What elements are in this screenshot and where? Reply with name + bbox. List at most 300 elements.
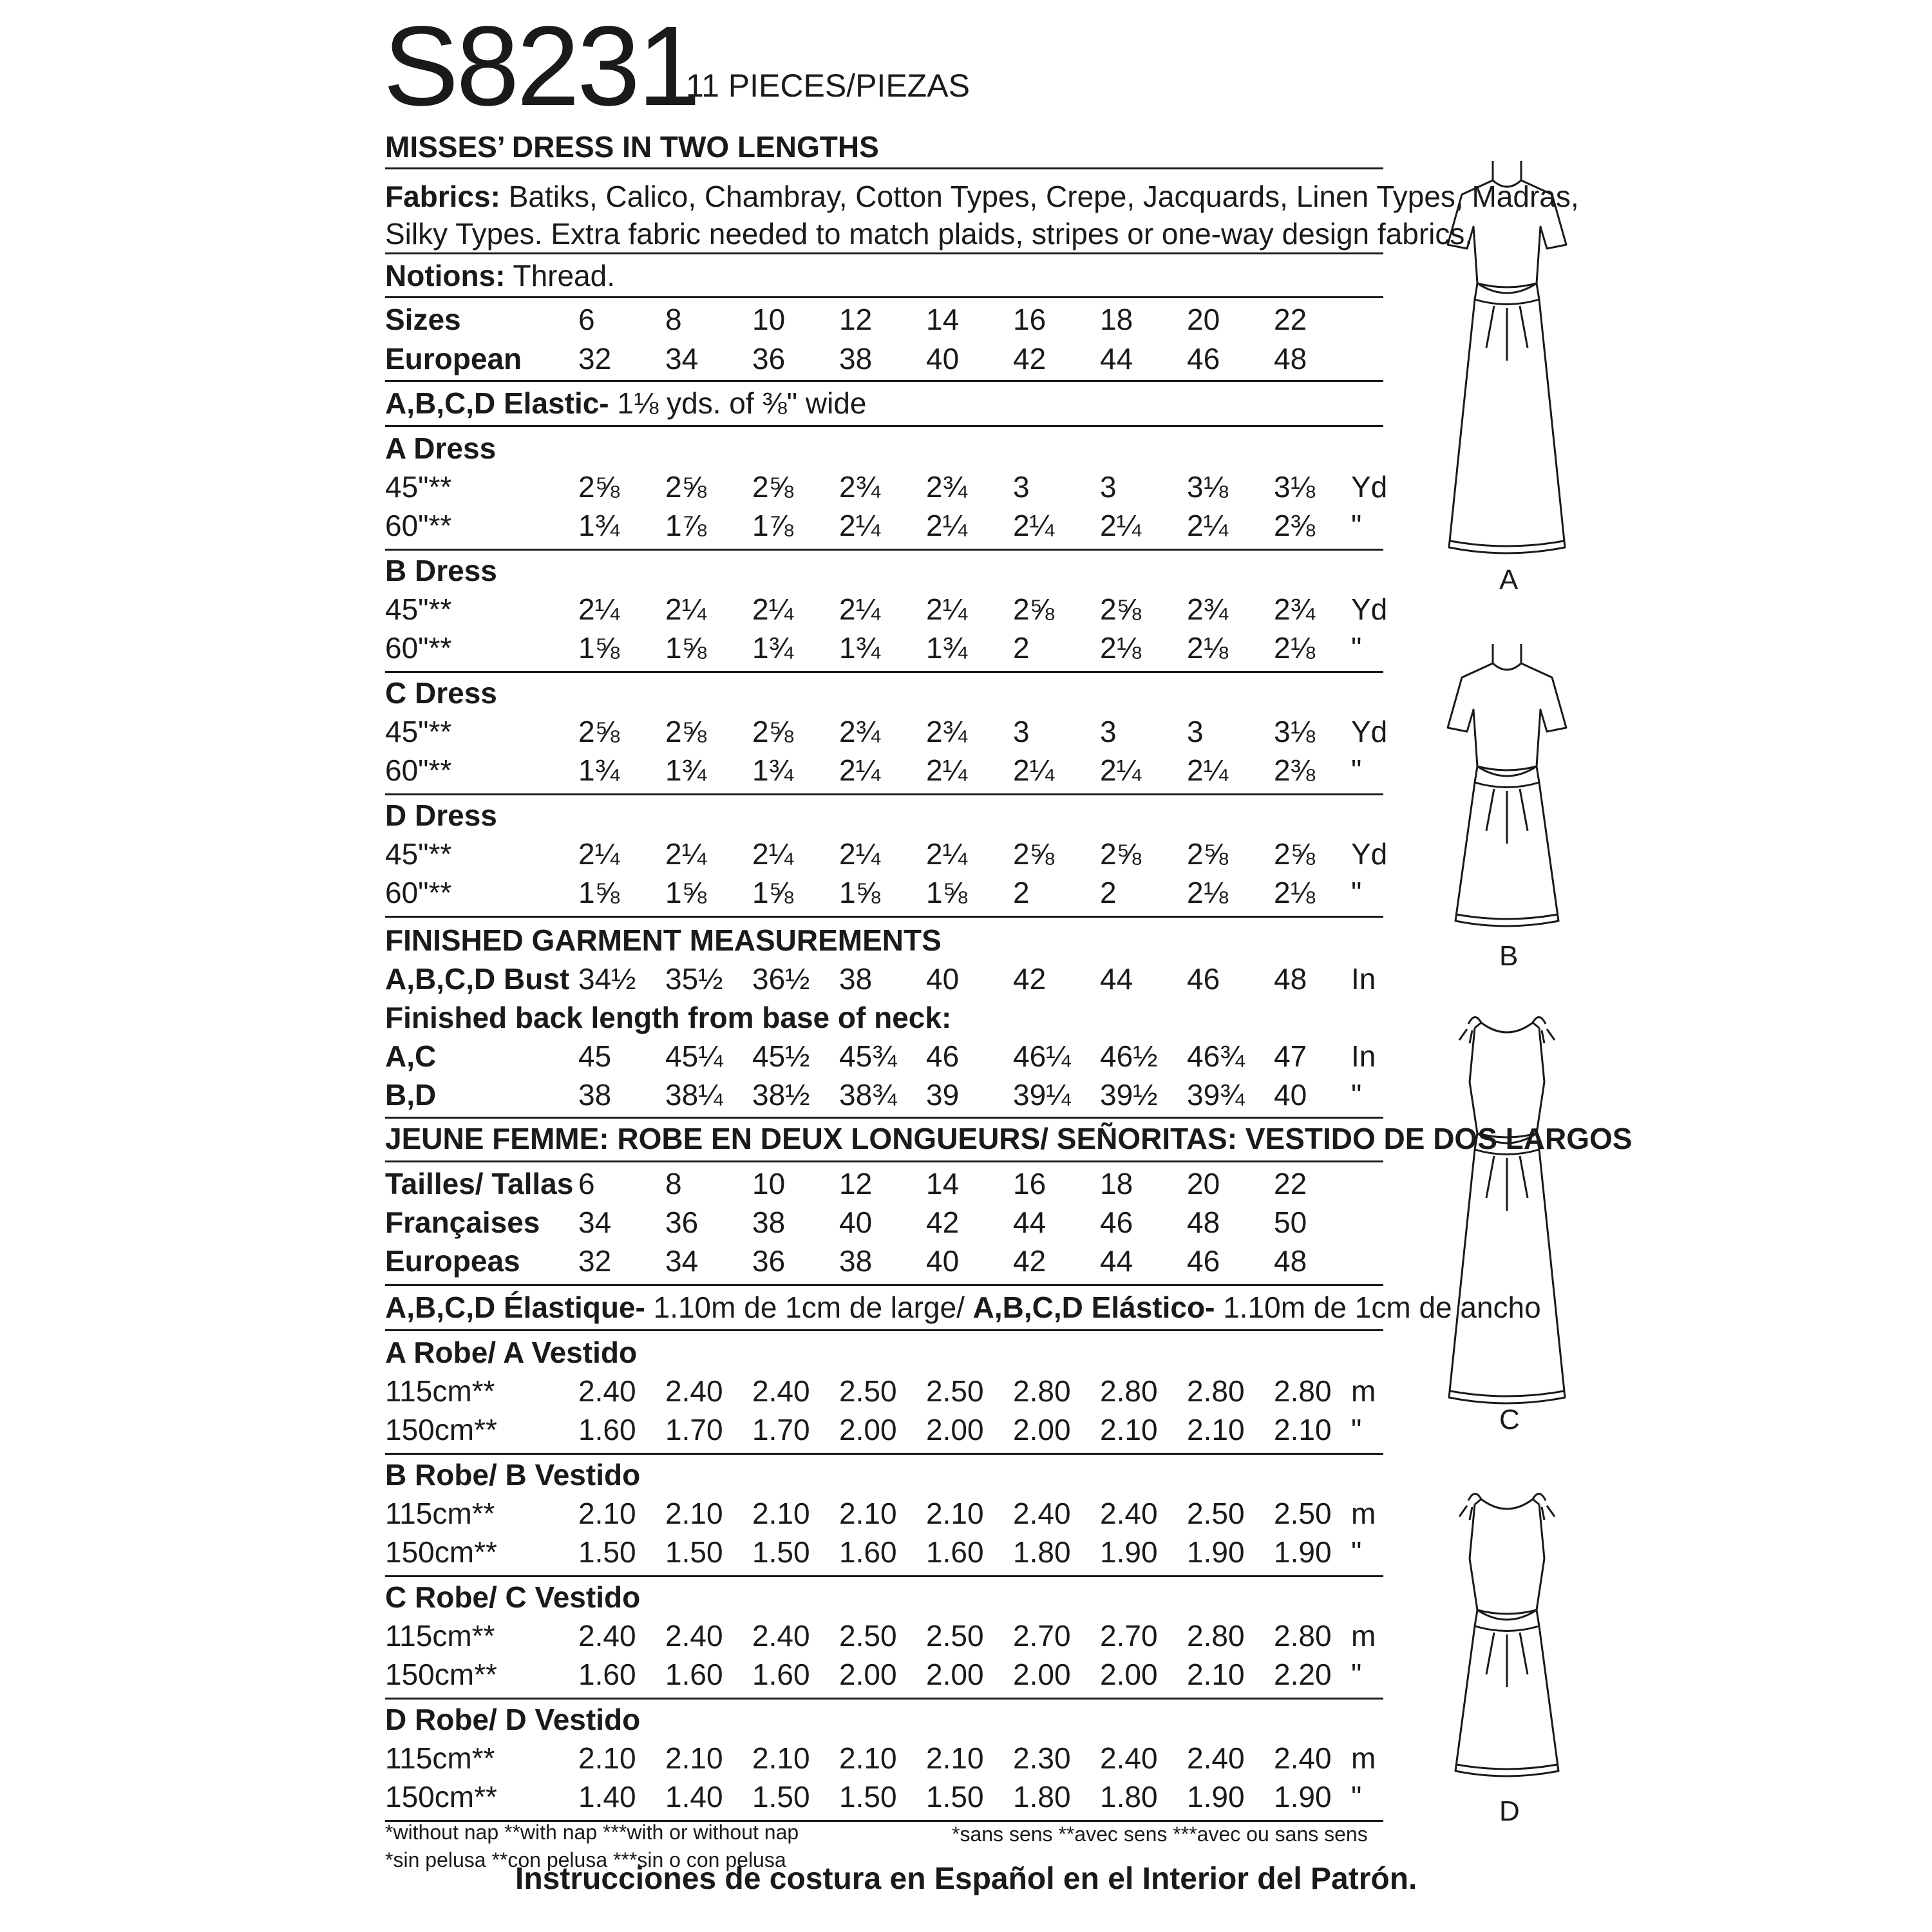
unit-label: " — [1351, 1413, 1362, 1446]
finished-title: FINISHED GARMENT MEASUREMENTS — [385, 923, 942, 957]
cell-size-4: 2¼ — [926, 837, 967, 871]
cell-size-0: 1⅝ — [578, 876, 620, 909]
cell-size-2: 1⅞ — [752, 509, 793, 542]
cell-size-7: 48 — [1187, 1206, 1220, 1239]
row-label: 45"** — [385, 592, 452, 626]
cell-size-0: 1⅝ — [578, 631, 620, 665]
unit-label: In — [1351, 1039, 1376, 1073]
cell-size-3: 1.60 — [839, 1535, 897, 1569]
row-label: 45"** — [385, 715, 452, 748]
cell-size-6: 2¼ — [1100, 753, 1141, 787]
cell-size-8: 2⅛ — [1274, 876, 1315, 909]
cell-size-0: 2⅝ — [578, 470, 620, 504]
cell-size-8: 48 — [1274, 1244, 1307, 1278]
cell-size-4: 2.50 — [926, 1619, 984, 1653]
cell-size-5: 2.70 — [1013, 1619, 1071, 1653]
rule-line — [385, 1117, 1383, 1119]
cell-size-3: 38 — [839, 1244, 873, 1278]
cell-size-5: 2¼ — [1013, 753, 1054, 787]
cell-size-4: 39 — [926, 1078, 960, 1112]
cell-size-2: 36 — [752, 1244, 786, 1278]
row-label: B,D — [385, 1078, 437, 1112]
cell-size-1: 1⅝ — [665, 876, 706, 909]
cell-size-6: 2.70 — [1100, 1619, 1158, 1653]
cell-size-2: 1.50 — [752, 1780, 810, 1814]
row-label: 115cm** — [385, 1497, 495, 1530]
view-a-dress-illustration — [1410, 155, 1604, 560]
cell-size-2: 2¼ — [752, 592, 793, 626]
elastique-line — [385, 1288, 1541, 1327]
cell-size-4: 40 — [926, 342, 960, 375]
cell-size-1: 2¼ — [665, 592, 706, 626]
back-length-bd-row — [385, 1075, 1383, 1114]
cell-size-2: 1⅝ — [752, 876, 793, 909]
cell-size-0: 2¼ — [578, 592, 620, 626]
yardage-row-115 — [385, 1616, 1383, 1655]
cell-size-1: 1¾ — [665, 753, 706, 787]
cell-size-5: 42 — [1013, 962, 1046, 996]
cell-size-8: 50 — [1274, 1206, 1307, 1239]
cell-size-1: 34 — [665, 342, 699, 375]
cell-size-1: 1.50 — [665, 1535, 723, 1569]
cell-size-6: 2.40 — [1100, 1497, 1158, 1530]
row-label: 60"** — [385, 631, 452, 665]
row-label: 60"** — [385, 753, 452, 787]
cell-size-5: 2⅝ — [1013, 592, 1054, 626]
cell-size-4: 1⅝ — [926, 876, 967, 909]
cell-size-2: 2⅝ — [752, 715, 793, 748]
cell-size-8: 48 — [1274, 962, 1307, 996]
cell-size-4: 2¾ — [926, 715, 967, 748]
rule-line — [385, 167, 1383, 169]
rule-line — [385, 916, 1383, 918]
row-label: 115cm** — [385, 1619, 495, 1653]
cell-size-0: 2⅝ — [578, 715, 620, 748]
cell-size-1: 1.60 — [665, 1658, 723, 1691]
view-title-fr: A Robe/ A Vestido — [385, 1336, 638, 1369]
row-label: 150cm** — [385, 1658, 497, 1691]
cell-size-3: 2.00 — [839, 1658, 897, 1691]
cell-size-6: 3 — [1100, 715, 1117, 748]
cell-size-6: 1.80 — [1100, 1780, 1158, 1814]
notions-line — [385, 256, 615, 295]
cell-size-7: 1.90 — [1187, 1780, 1245, 1814]
cell-size-6: 2¼ — [1100, 509, 1141, 542]
cell-size-7: 2⅛ — [1187, 876, 1228, 909]
cell-size-6: 46 — [1100, 1206, 1133, 1239]
cell-size-0: 1.60 — [578, 1658, 636, 1691]
view-title: B Dress — [385, 554, 497, 587]
cell-size-4: 1¾ — [926, 631, 967, 665]
cell-size-0: 6 — [578, 1167, 595, 1200]
cell-size-1: 1.40 — [665, 1780, 723, 1814]
cell-size-1: 45¼ — [665, 1039, 723, 1073]
cell-size-6: 1.90 — [1100, 1535, 1158, 1569]
cell-size-3: 45¾ — [839, 1039, 897, 1073]
view-a-label: A — [1499, 564, 1519, 596]
cell-size-5: 16 — [1013, 303, 1046, 336]
tailles-row — [385, 1164, 1383, 1203]
yardage-row-115 — [385, 1739, 1383, 1777]
elastico-label: A,B,C,D Elástico- — [972, 1291, 1215, 1324]
cell-size-2: 38 — [752, 1206, 786, 1239]
yardage-row-45 — [385, 468, 1388, 506]
spanish-instructions-note: Instrucciones de costura en Español en el Interior del Patrón. — [515, 1862, 1417, 1896]
rule-line — [385, 1329, 1383, 1331]
cell-size-1: 38¼ — [665, 1078, 723, 1112]
cell-size-4: 2¼ — [926, 753, 967, 787]
cell-size-3: 12 — [839, 1167, 873, 1200]
cell-size-6: 2.10 — [1100, 1413, 1158, 1446]
cell-size-5: 2 — [1013, 876, 1030, 909]
view-d-label: D — [1499, 1795, 1520, 1827]
row-label: Sizes — [385, 303, 461, 336]
cell-size-8: 3⅛ — [1274, 470, 1315, 504]
unit-label: " — [1351, 509, 1362, 542]
europeas-row — [385, 1242, 1383, 1280]
cell-size-8: 1.90 — [1274, 1535, 1332, 1569]
footnote-english: *without nap **with nap ***with or without nap — [385, 1821, 799, 1844]
rule-line — [385, 425, 1383, 427]
cell-size-4: 2¾ — [926, 470, 967, 504]
cell-size-6: 2.40 — [1100, 1741, 1158, 1775]
cell-size-3: 2¼ — [839, 753, 880, 787]
cell-size-0: 34½ — [578, 962, 636, 996]
cell-size-8: 1.90 — [1274, 1780, 1332, 1814]
cell-size-1: 35½ — [665, 962, 723, 996]
rule-line — [385, 549, 1383, 551]
back-length-title: Finished back length from base of neck: — [385, 1001, 952, 1034]
yardage-row-60 — [385, 873, 1383, 912]
unit-label: " — [1351, 876, 1362, 909]
cell-size-6: 2⅛ — [1100, 631, 1141, 665]
cell-size-8: 2.80 — [1274, 1374, 1332, 1408]
view-b-dress-illustration — [1410, 638, 1604, 934]
cell-size-1: 1.70 — [665, 1413, 723, 1446]
cell-size-6: 2 — [1100, 876, 1117, 909]
yardage-row-45 — [385, 590, 1388, 629]
cell-size-8: 48 — [1274, 342, 1307, 375]
cell-size-3: 38 — [839, 342, 873, 375]
yardage-row-115 — [385, 1372, 1383, 1410]
cell-size-4: 40 — [926, 1244, 960, 1278]
fabrics-label: Fabrics: — [385, 180, 500, 213]
fabrics-line-1 — [385, 177, 1579, 216]
cell-size-4: 2.50 — [926, 1374, 984, 1408]
cell-size-2: 36 — [752, 342, 786, 375]
cell-size-1: 2⅝ — [665, 470, 706, 504]
fabrics-text: Batiks, Calico, Chambray, Cotton Types, Crepe, Jacquards, Linen Types, Madras, — [508, 180, 1579, 213]
cell-size-7: 2.10 — [1187, 1413, 1245, 1446]
footnote-french: *sans sens **avec sens ***avec ou sans sens — [952, 1823, 1368, 1846]
back-length-ac-row — [385, 1037, 1383, 1075]
cell-size-6: 46½ — [1100, 1039, 1158, 1073]
cell-size-6: 2⅝ — [1100, 592, 1141, 626]
row-label: Tailles/ Tallas — [385, 1167, 574, 1200]
cell-size-1: 8 — [665, 1167, 682, 1200]
cell-size-3: 40 — [839, 1206, 873, 1239]
cell-size-7: 2.40 — [1187, 1741, 1245, 1775]
cell-size-0: 1.60 — [578, 1413, 636, 1446]
cell-size-5: 2.80 — [1013, 1374, 1071, 1408]
cell-size-7: 2.50 — [1187, 1497, 1245, 1530]
cell-size-6: 18 — [1100, 303, 1133, 336]
cell-size-7: 46 — [1187, 962, 1220, 996]
cell-size-0: 6 — [578, 303, 595, 336]
cell-size-7: 39¾ — [1187, 1078, 1245, 1112]
rule-line — [385, 1453, 1383, 1455]
fabrics-line-2: Silky Types. Extra fabric needed to match plaids, stripes or one-way design fabrics. — [385, 217, 1473, 251]
cell-size-3: 1⅝ — [839, 876, 880, 909]
cell-size-7: 20 — [1187, 1167, 1220, 1200]
unit-label: " — [1351, 1780, 1362, 1814]
unit-label: m — [1351, 1374, 1376, 1408]
cell-size-1: 1⅝ — [665, 631, 706, 665]
cell-size-1: 2.40 — [665, 1374, 723, 1408]
yardage-row-60 — [385, 506, 1383, 545]
rule-line — [385, 252, 1383, 254]
row-label: A,B,C,D Bust — [385, 962, 570, 996]
elastique-text: 1.10m de 1cm de large/ — [653, 1291, 965, 1324]
rule-line — [385, 1698, 1383, 1700]
cell-size-0: 2¼ — [578, 837, 620, 871]
cell-size-7: 3 — [1187, 715, 1204, 748]
cell-size-0: 32 — [578, 1244, 612, 1278]
row-label: 60"** — [385, 876, 452, 909]
cell-size-5: 2.00 — [1013, 1658, 1071, 1691]
cell-size-1: 2.40 — [665, 1619, 723, 1653]
cell-size-5: 2⅝ — [1013, 837, 1054, 871]
cell-size-3: 38¾ — [839, 1078, 897, 1112]
cell-size-3: 12 — [839, 303, 873, 336]
cell-size-8: 40 — [1274, 1078, 1307, 1112]
cell-size-0: 2.40 — [578, 1374, 636, 1408]
row-label: 45"** — [385, 470, 452, 504]
cell-size-1: 36 — [665, 1206, 699, 1239]
rule-line — [385, 671, 1383, 673]
row-label: 150cm** — [385, 1780, 497, 1814]
cell-size-6: 44 — [1100, 962, 1133, 996]
yardage-row-150 — [385, 1410, 1383, 1449]
unit-label: In — [1351, 962, 1376, 996]
cell-size-2: 2.10 — [752, 1741, 810, 1775]
unit-label: Yd — [1351, 592, 1388, 626]
cell-size-1: 2¼ — [665, 837, 706, 871]
cell-size-2: 1.70 — [752, 1413, 810, 1446]
view-title-fr: D Robe/ D Vestido — [385, 1703, 641, 1736]
rule-line — [385, 1160, 1383, 1162]
cell-size-4: 2.00 — [926, 1658, 984, 1691]
cell-size-5: 1.80 — [1013, 1780, 1071, 1814]
cell-size-8: 3⅛ — [1274, 715, 1315, 748]
elastic-text: 1⅛ yds. of ⅜" wide — [617, 386, 867, 420]
cell-size-7: 3⅛ — [1187, 470, 1228, 504]
cell-size-6: 39½ — [1100, 1078, 1158, 1112]
cell-size-0: 2.10 — [578, 1741, 636, 1775]
sizes-row — [385, 300, 1383, 339]
cell-size-2: 2.40 — [752, 1619, 810, 1653]
cell-size-7: 2¾ — [1187, 592, 1228, 626]
view-title: D Dress — [385, 799, 497, 832]
cell-size-5: 46¼ — [1013, 1039, 1071, 1073]
cell-size-0: 2.10 — [578, 1497, 636, 1530]
cell-size-7: 2.10 — [1187, 1658, 1245, 1691]
unit-label: " — [1351, 753, 1362, 787]
cell-size-5: 16 — [1013, 1167, 1046, 1200]
pieces-count: 11 PIECES/PIEZAS — [686, 68, 970, 104]
cell-size-0: 1.50 — [578, 1535, 636, 1569]
cell-size-0: 2.40 — [578, 1619, 636, 1653]
cell-size-2: 2⅝ — [752, 470, 793, 504]
view-c-label: C — [1499, 1404, 1520, 1435]
cell-size-4: 40 — [926, 962, 960, 996]
footnote-spanish: *sin pelusa **con pelusa ***sin o con pelusa — [385, 1848, 786, 1871]
cell-size-2: 45½ — [752, 1039, 810, 1073]
cell-size-3: 2¾ — [839, 715, 880, 748]
view-b-label: B — [1499, 940, 1519, 972]
row-label: Françaises — [385, 1206, 540, 1239]
cell-size-2: 10 — [752, 303, 786, 336]
yardage-row-150 — [385, 1655, 1383, 1694]
cell-size-6: 2⅝ — [1100, 837, 1141, 871]
cell-size-3: 2.10 — [839, 1497, 897, 1530]
cell-size-3: 2¾ — [839, 470, 880, 504]
cell-size-1: 2⅝ — [665, 715, 706, 748]
cell-size-7: 1.90 — [1187, 1535, 1245, 1569]
unit-label: Yd — [1351, 715, 1388, 748]
view-d-dress-illustration — [1410, 1481, 1604, 1784]
view-title-fr: B Robe/ B Vestido — [385, 1458, 641, 1492]
cell-size-3: 2.50 — [839, 1374, 897, 1408]
cell-size-0: 1¾ — [578, 753, 620, 787]
cell-size-4: 2.10 — [926, 1497, 984, 1530]
cell-size-2: 2.40 — [752, 1374, 810, 1408]
cell-size-7: 46¾ — [1187, 1039, 1245, 1073]
cell-size-2: 1¾ — [752, 753, 793, 787]
cell-size-4: 42 — [926, 1206, 960, 1239]
cell-size-3: 1¾ — [839, 631, 880, 665]
cell-size-6: 2.00 — [1100, 1658, 1158, 1691]
cell-size-5: 2 — [1013, 631, 1030, 665]
cell-size-6: 44 — [1100, 342, 1133, 375]
cell-size-2: 38½ — [752, 1078, 810, 1112]
cell-size-2: 10 — [752, 1167, 786, 1200]
cell-size-0: 34 — [578, 1206, 612, 1239]
unit-label: m — [1351, 1497, 1376, 1530]
elastique-label: A,B,C,D Élastique- — [385, 1291, 645, 1324]
yardage-row-45 — [385, 712, 1388, 751]
cell-size-0: 32 — [578, 342, 612, 375]
rule-line — [385, 1284, 1383, 1286]
cell-size-3: 2¼ — [839, 592, 880, 626]
cell-size-4: 2¼ — [926, 509, 967, 542]
cell-size-0: 1.40 — [578, 1780, 636, 1814]
rule-line — [385, 793, 1383, 795]
cell-size-0: 38 — [578, 1078, 612, 1112]
notions-label: Notions: — [385, 259, 506, 292]
cell-size-7: 2.80 — [1187, 1619, 1245, 1653]
row-label: 115cm** — [385, 1374, 495, 1408]
yardage-row-60 — [385, 629, 1383, 667]
french-spanish-title: JEUNE FEMME: ROBE EN DEUX LONGUEURS/ SEÑORITAS: VESTIDO DE DOS LARGOS — [385, 1122, 1633, 1155]
cell-size-8: 2¾ — [1274, 592, 1315, 626]
cell-size-5: 44 — [1013, 1206, 1046, 1239]
cell-size-6: 44 — [1100, 1244, 1133, 1278]
view-title-fr: C Robe/ C Vestido — [385, 1580, 641, 1614]
cell-size-3: 2.10 — [839, 1741, 897, 1775]
cell-size-6: 18 — [1100, 1167, 1133, 1200]
cell-size-8: 2.80 — [1274, 1619, 1332, 1653]
cell-size-3: 2.00 — [839, 1413, 897, 1446]
cell-size-4: 2¼ — [926, 592, 967, 626]
yardage-row-115 — [385, 1494, 1383, 1533]
cell-size-4: 14 — [926, 1167, 960, 1200]
francaises-row — [385, 1203, 1383, 1242]
cell-size-3: 1.50 — [839, 1780, 897, 1814]
row-label: Europeas — [385, 1244, 520, 1278]
european-row — [385, 339, 1383, 378]
unit-label: Yd — [1351, 837, 1388, 871]
cell-size-8: 2⅜ — [1274, 753, 1315, 787]
cell-size-4: 1.50 — [926, 1780, 984, 1814]
cell-size-8: 47 — [1274, 1039, 1307, 1073]
cell-size-7: 46 — [1187, 1244, 1220, 1278]
cell-size-2: 36½ — [752, 962, 810, 996]
rule-line — [385, 1575, 1383, 1577]
yardage-row-150 — [385, 1533, 1383, 1571]
cell-size-1: 2.10 — [665, 1497, 723, 1530]
cell-size-5: 39¼ — [1013, 1078, 1071, 1112]
section-title: MISSES’ DRESS IN TWO LENGTHS — [385, 130, 879, 164]
cell-size-3: 2¼ — [839, 509, 880, 542]
yardage-row-150 — [385, 1777, 1383, 1816]
cell-size-2: 2¼ — [752, 837, 793, 871]
elastic-line — [385, 384, 867, 422]
cell-size-6: 3 — [1100, 470, 1117, 504]
row-label: 150cm** — [385, 1413, 497, 1446]
cell-size-8: 2⅝ — [1274, 837, 1315, 871]
cell-size-8: 2.40 — [1274, 1741, 1332, 1775]
notions-text: Thread. — [513, 259, 615, 292]
cell-size-8: 22 — [1274, 303, 1307, 336]
cell-size-2: 1.60 — [752, 1658, 810, 1691]
cell-size-4: 2.00 — [926, 1413, 984, 1446]
cell-size-1: 2.10 — [665, 1741, 723, 1775]
cell-size-7: 2¼ — [1187, 509, 1228, 542]
view-title: A Dress — [385, 431, 497, 465]
cell-size-0: 1¾ — [578, 509, 620, 542]
row-label: 45"** — [385, 837, 452, 871]
cell-size-6: 2.80 — [1100, 1374, 1158, 1408]
cell-size-4: 1.60 — [926, 1535, 984, 1569]
cell-size-2: 2.10 — [752, 1497, 810, 1530]
bust-row — [385, 960, 1383, 998]
cell-size-4: 14 — [926, 303, 960, 336]
cell-size-8: 2⅜ — [1274, 509, 1315, 542]
view-title: C Dress — [385, 676, 497, 710]
cell-size-5: 3 — [1013, 470, 1030, 504]
unit-label: m — [1351, 1619, 1376, 1653]
row-label: 115cm** — [385, 1741, 495, 1775]
cell-size-7: 2⅛ — [1187, 631, 1228, 665]
cell-size-7: 2⅝ — [1187, 837, 1228, 871]
cell-size-8: 2.10 — [1274, 1413, 1332, 1446]
cell-size-7: 2¼ — [1187, 753, 1228, 787]
unit-label: " — [1351, 1535, 1362, 1569]
unit-label: m — [1351, 1741, 1376, 1775]
yardage-row-45 — [385, 835, 1388, 873]
cell-size-8: 2⅛ — [1274, 631, 1315, 665]
